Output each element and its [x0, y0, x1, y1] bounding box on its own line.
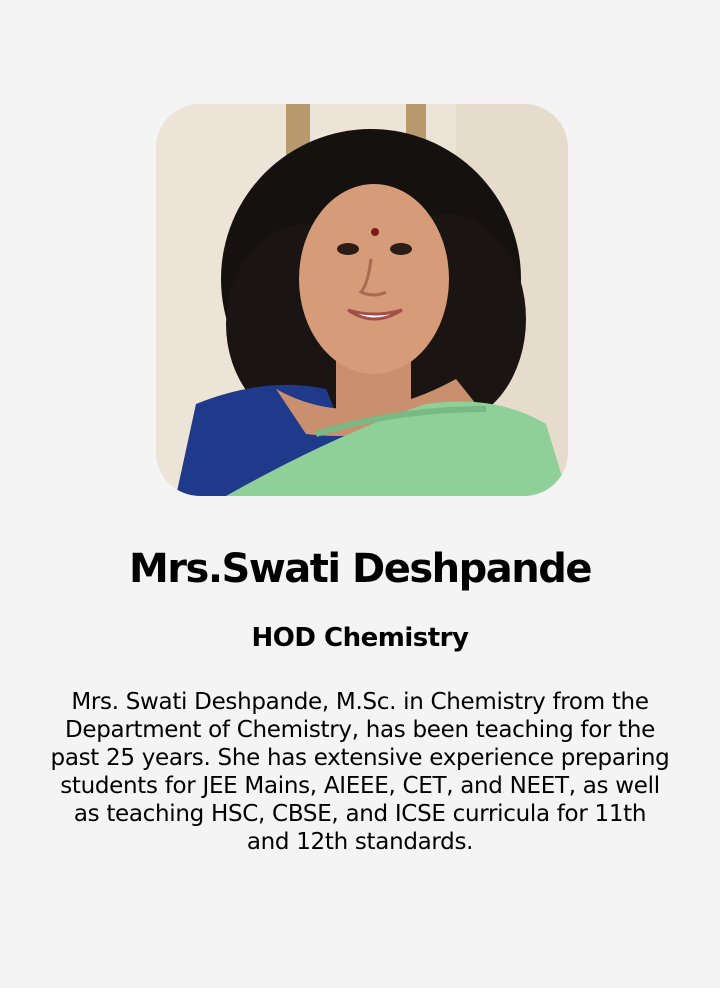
profile-photo: [156, 104, 568, 496]
teacher-name: Mrs.Swati Deshpande: [128, 546, 592, 592]
portrait-image: [156, 104, 568, 496]
teacher-role: HOD Chemistry: [251, 623, 469, 653]
teacher-bio: Mrs. Swati Deshpande, M.Sc. in Chemistry from the Department of Chemistry, has been teaching for the past 25 years. She has extensive experience preparing students for JEE Mains, AIEEE, CET, and NEET, as well as teaching HSC, CBSE, and ICSE curricula for 11th and 12th standards.: [50, 689, 670, 855]
